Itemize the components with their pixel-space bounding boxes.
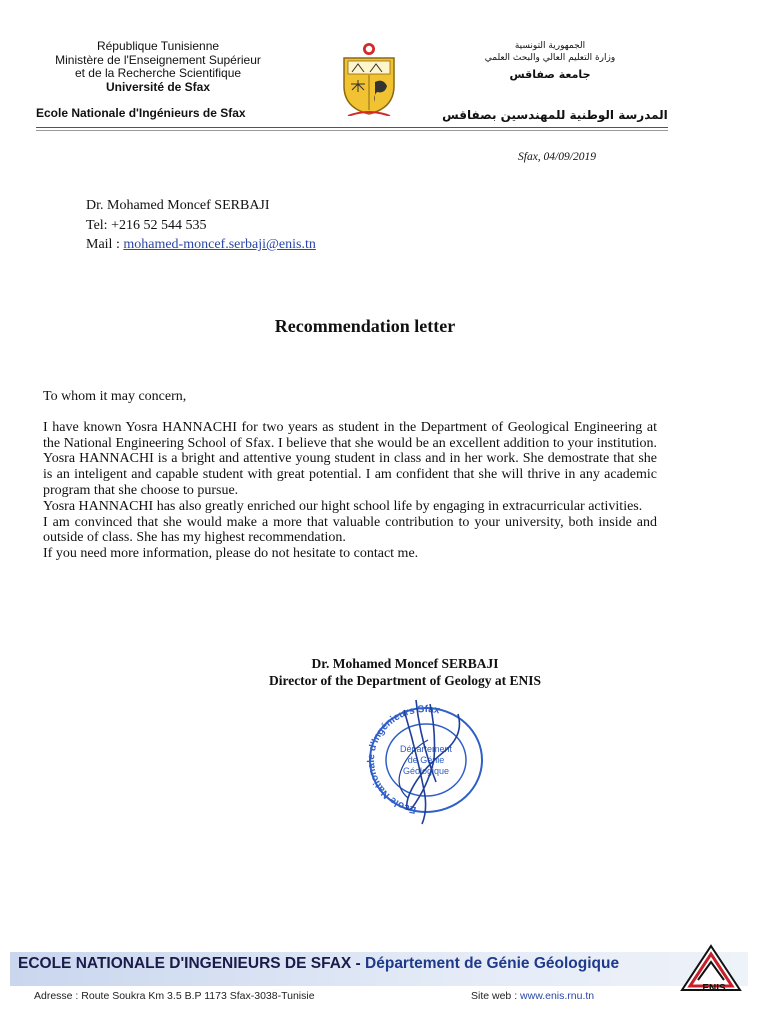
header-ministry-block-ar (440, 40, 660, 85)
sender-tel: Tel: +216 52 544 535 (86, 217, 207, 233)
sender-mail-line (86, 235, 316, 255)
stamp-center-line: Géologique (402, 766, 450, 776)
letter-paragraph: I have known Yosra HANNACHI for two years as student in the Department of Geological Engineering at the National Engineering School of Sfax. I believe that she would be an excellent addition to your institution. Yosra HANNACHI is a bright and attentive young student in class and in her work. She demostrate that she is an inteligent and capable student with great potential. I am confident that she will thrive in any academic program that she choose to pursue. (43, 419, 657, 498)
letter-greeting: To whom it may concern, (43, 389, 187, 404)
letter-date: Sfax, 04/09/2019 (518, 151, 596, 163)
footer-web-label: Site web : (471, 990, 521, 1002)
header-line-republic-ar: الجمهورية التونسية (514, 41, 586, 51)
header-line-republic: République Tunisienne (96, 39, 220, 53)
signature-role: Director of the Department of Geology at ENIS (268, 673, 542, 688)
letter-paragraph: Yosra HANNACHI has also greatly enriched our hight school life by engaging in extracurricular activities. (43, 498, 643, 514)
header-divider (36, 127, 668, 128)
footer-separator: - (351, 955, 366, 972)
footer-department-name: Département de Génie Géologique (365, 955, 620, 972)
department-stamp-icon (364, 690, 488, 826)
letter-paragraph: I am convinced that she would make a more that valuable contribution to your university, both inside and outside of class. She has my highest recommendation. (43, 514, 657, 546)
letter-title: Recommendation letter (274, 316, 456, 336)
footer-website (471, 990, 594, 1002)
enis-logo-text: ENIS (702, 983, 726, 994)
stamp-center-line: Département (399, 744, 453, 754)
footer-school-name: ECOLE NATIONALE D'INGENIEURS DE SFAX (18, 955, 352, 972)
header-line-ministry: Ministère de l'Enseignement Supérieur (55, 52, 261, 67)
signature-name: Dr. Mohamed Moncef SERBAJI (311, 656, 499, 671)
sender-mail-label: Mail : (86, 237, 124, 252)
stamp-ring-text: Ecole Nationale d'Ingénieurs Sfax (365, 703, 441, 816)
header-ministry-block (38, 40, 278, 94)
signature-block (240, 655, 570, 689)
header-line-ministry-ar: وزارة التعليم العالي والبحث العلمي (484, 53, 616, 63)
enis-logo-icon (680, 944, 742, 994)
letter-body (43, 389, 657, 562)
sender-name: Dr. Mohamed Moncef SERBAJI (86, 198, 270, 213)
footer-web-link[interactable]: www.enis.rnu.tn (520, 990, 595, 1002)
school-name-fr: Ecole Nationale d'Ingénieurs de Sfax (36, 106, 246, 120)
footer-banner-text (18, 955, 698, 973)
header-divider-secondary (36, 130, 668, 131)
school-name-ar: المدرسة الوطنية للمهندسين بصفاقس (442, 108, 668, 122)
sender-block (86, 196, 316, 255)
header-line-university-ar: جامعة صفاقس (509, 68, 591, 81)
header-line-university: Université de Sfax (105, 79, 211, 94)
footer-info (34, 990, 714, 1002)
letter-paragraph: If you need more information, please do not hesitate to contact me. (43, 546, 419, 562)
tunisia-emblem-icon (338, 42, 400, 116)
stamp-center-line: de Génie (407, 755, 445, 765)
header-line-research: et de la Recherche Scientifique (74, 66, 242, 80)
sender-mail-link[interactable]: mohamed-moncef.serbaji@enis.tn (123, 237, 316, 252)
footer-address: Adresse : Route Soukra Km 3.5 B.P 1173 Sfax-3038-Tunisie (34, 990, 315, 1002)
